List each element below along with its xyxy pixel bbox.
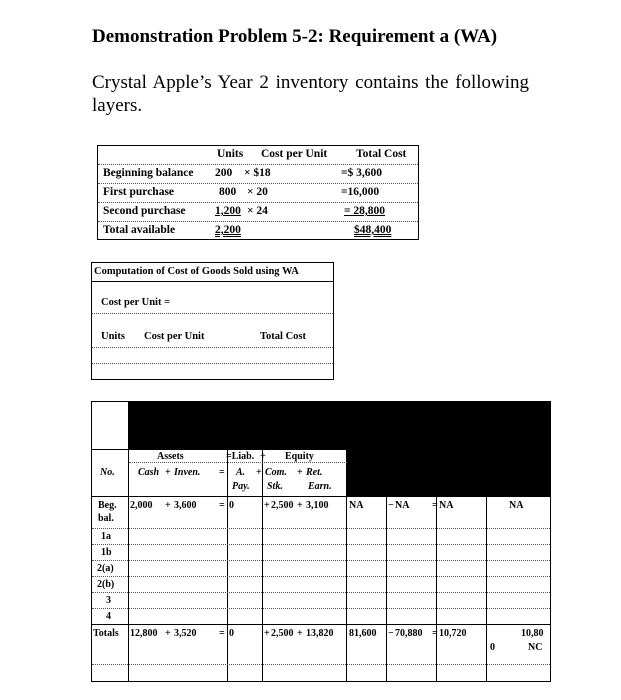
beg-net-income: NA (439, 500, 454, 511)
page-title: Demonstration Problem 5-2: Requirement a (WA) (92, 26, 498, 47)
row-label: 1a (101, 531, 111, 542)
cost-per-unit-col-label: Cost per Unit (144, 331, 205, 342)
total-cost-header: Total Cost (356, 148, 407, 160)
equals-sign: = (219, 467, 225, 478)
net-income-header-2: Inc. (449, 481, 466, 492)
minus-sign: − (388, 628, 394, 639)
liabilities-group-header: =Liab. (226, 451, 255, 462)
layer-label: First purchase (103, 186, 175, 198)
net-income-header: Net (449, 467, 464, 478)
beg-cash: 2,000 (130, 500, 153, 511)
transaction-worksheet (91, 401, 551, 682)
accounts-payable-header-2: Pay. (232, 481, 250, 492)
layer-row (98, 203, 418, 222)
layer-cost: × 24 (247, 205, 268, 217)
beg-cash-flow: NA (509, 500, 524, 511)
intro-paragraph: Crystal Apple’s Year 2 inventory contains the following layers. (92, 72, 529, 116)
row-label: 2(b) (97, 579, 115, 590)
total-net-income: 10,720 (439, 628, 467, 639)
layer-units: 1,200 (215, 205, 241, 217)
total-cost-col-label: Total Cost (260, 331, 306, 342)
retained-earnings-header: Ret. (306, 467, 323, 478)
assets-group-header: Assets (157, 451, 184, 462)
layer-total: = 28,800 (344, 205, 386, 217)
total-cash-flow-2: NC (528, 642, 543, 653)
total-expense: 70,880 (395, 628, 423, 639)
equals-sign: = (219, 500, 225, 511)
plus-sign: + (297, 467, 303, 478)
equity-group-header: Equity (285, 451, 314, 462)
cogs-computation-box (91, 262, 334, 380)
equals-sign: = (432, 628, 438, 639)
row-label: 2(a) (97, 563, 114, 574)
equals-sign: = (219, 628, 225, 639)
inventory-column-header: Inven. (174, 467, 201, 478)
total-retained-earnings: 13,820 (306, 628, 334, 639)
layer-label: Second purchase (103, 205, 186, 217)
plus-sign: + (264, 500, 270, 511)
plus-sign: + (297, 628, 303, 639)
row-label: 3 (106, 595, 111, 606)
plus-sign: + (297, 500, 303, 511)
revenue-column-header: Rev. (355, 467, 374, 478)
retained-earnings-header-2: Earn. (308, 481, 332, 492)
beg-inventory: 3,600 (174, 500, 197, 511)
layer-units: 200 (215, 167, 233, 179)
minus-sign: − (387, 467, 393, 478)
total-revenue: 81,600 (349, 628, 377, 639)
row-label: 4 (106, 611, 111, 622)
expense-column-header: Exp. (402, 467, 422, 478)
no-column-header: No. (100, 467, 115, 478)
common-stock-header-2: Stk. (267, 481, 283, 492)
total-accounts-payable: 0 (229, 628, 234, 639)
inventory-layers-table (97, 145, 419, 240)
total-cash-flow: 10,80 (521, 628, 544, 639)
layer-units: 2,200 (215, 224, 241, 236)
beg-revenue: NA (349, 500, 364, 511)
layer-total: =16,000 (341, 186, 380, 198)
totals-label: Totals (93, 628, 119, 639)
layer-cost: × 20 (247, 186, 268, 198)
plus-sign: + (165, 500, 171, 511)
cost-per-unit-label: Cost per Unit = (101, 297, 171, 308)
layer-units: 800 (219, 186, 237, 198)
common-stock-header: Com. (265, 467, 287, 478)
layer-row (98, 184, 418, 203)
units-label: Units (101, 331, 125, 342)
beg-accounts-payable: 0 (229, 500, 234, 511)
beg-common-stock: 2,500 (271, 500, 294, 511)
layer-label: Total available (103, 224, 176, 236)
cash-column-header: Cash (138, 467, 160, 478)
total-common-stock: 2,500 (271, 628, 294, 639)
equals-sign: = (435, 467, 441, 478)
units-header: Units (217, 148, 244, 160)
beg-bal-label-2: bal. (98, 513, 114, 524)
total-cash: 12,800 (130, 628, 158, 639)
plus-sign: + (165, 467, 171, 478)
layer-cost: × $18 (244, 167, 271, 179)
row-label: 1b (101, 547, 112, 558)
layer-total: =$ 3,600 (341, 167, 383, 179)
minus-sign: − (388, 500, 394, 511)
computation-title: Computation of Cost of Goods Sold using WA (94, 266, 299, 277)
plus-sign: + (264, 628, 270, 639)
plus-sign: + (256, 467, 262, 478)
beg-expense: NA (395, 500, 410, 511)
cost-per-unit-header: Cost per Unit (261, 148, 328, 160)
layer-row (98, 165, 418, 184)
beg-bal-label: Beg. (98, 500, 117, 511)
plus-sign: + (260, 451, 266, 462)
accounts-payable-header: A. (236, 467, 246, 478)
plus-sign: + (165, 628, 171, 639)
beg-retained-earnings: 3,100 (306, 500, 329, 511)
layer-label: Beginning balance (103, 167, 194, 179)
layers-header-row (98, 146, 418, 165)
total-zero: 0 (490, 642, 495, 653)
total-inventory: 3,520 (174, 628, 197, 639)
layer-total: $48,400 (354, 224, 392, 236)
equals-sign: = (432, 500, 438, 511)
layer-row (98, 222, 418, 240)
